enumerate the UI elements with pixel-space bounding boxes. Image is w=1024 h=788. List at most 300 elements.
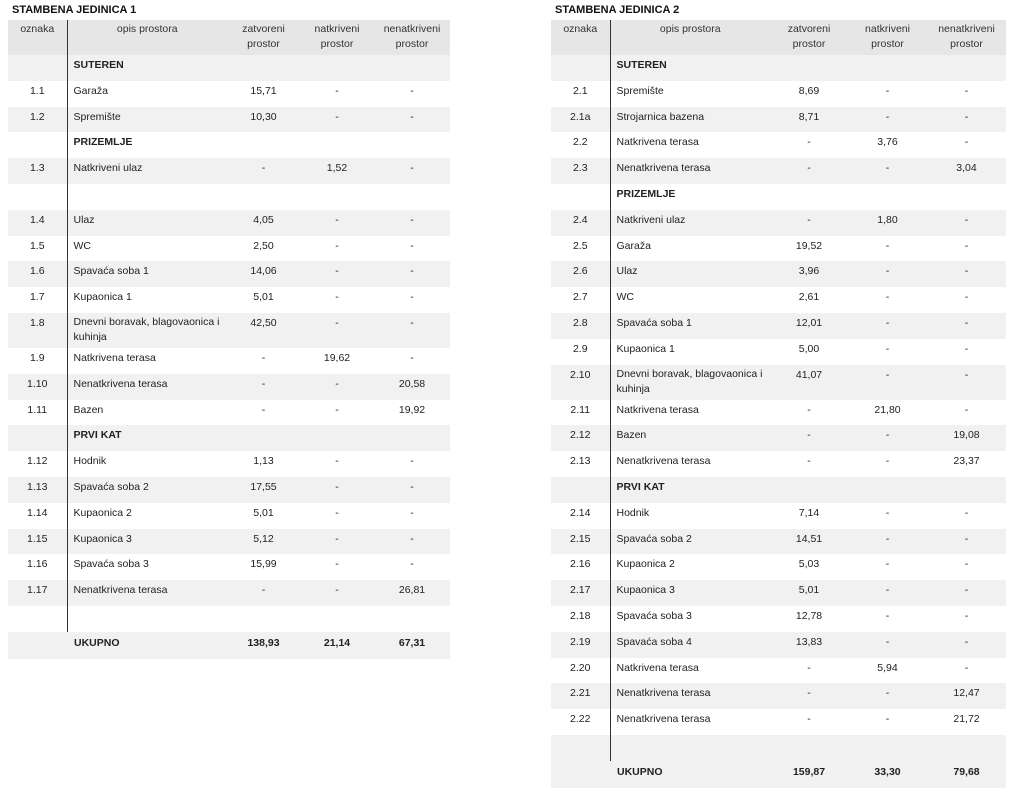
table-row <box>551 606 1006 632</box>
cell-opis: Natkrivena terasa <box>610 658 770 684</box>
cell-opis: Strojarnica bazena <box>610 107 770 133</box>
cell-zatvoreni <box>227 55 300 81</box>
table-row <box>8 210 450 236</box>
cell-oznaka: 2.1a <box>551 107 610 133</box>
cell-opis: Dnevni boravak, blagovaonica i kuhinja <box>67 313 227 348</box>
unit-1-header-row <box>8 20 450 55</box>
cell-oznaka: 2.16 <box>570 558 591 571</box>
table-row <box>551 503 1006 529</box>
cell-zatvoreni: - <box>770 210 848 236</box>
unit-2-title: STAMBENA JEDINICA 2 <box>555 4 680 16</box>
cell-nenatkriveni: 19,08 <box>927 425 1006 451</box>
cell-nenatkriveni: - <box>410 351 414 364</box>
cell-zatvoreni <box>227 425 300 451</box>
cell-opis: SUTEREN <box>610 55 770 81</box>
header-zatvoreni-label: zatvoreni prostor <box>787 23 831 50</box>
cell-zatvoreni: 2,61 <box>798 291 820 304</box>
table-row <box>8 158 450 184</box>
header-natkriveni-label: natkriveni prostor <box>314 23 360 50</box>
cell-opis: Spavaća soba 4 <box>610 632 770 658</box>
cell-natkriveni: - <box>335 239 339 252</box>
cell-natkriveni <box>848 184 927 210</box>
cell-natkriveni: - <box>335 506 339 519</box>
table-row <box>551 210 1006 236</box>
total-row <box>551 761 1006 788</box>
table-row <box>551 477 1006 503</box>
cell-oznaka: 2.19 <box>551 632 610 658</box>
table-row <box>551 451 1006 477</box>
cell-nenatkriveni: - <box>374 477 450 503</box>
cell-oznaka: 2.21 <box>551 683 610 709</box>
cell-natkriveni <box>300 606 374 632</box>
cell-nenatkriveni: - <box>410 291 414 304</box>
cell-oznaka: 1.17 <box>8 580 67 606</box>
header-natkriveni <box>300 20 374 55</box>
cell-opis: Nenatkrivena terasa <box>610 158 770 184</box>
total-zatvoreni: 138,93 <box>227 632 300 659</box>
cell-zatvoreni <box>770 184 848 210</box>
header-oznaka: oznaka <box>551 20 610 55</box>
cell-natkriveni <box>300 55 374 81</box>
cell-zatvoreni: 14,51 <box>770 529 848 555</box>
cell-nenatkriveni <box>374 132 450 158</box>
cell-nenatkriveni <box>927 477 1006 503</box>
cell-natkriveni: - <box>848 580 927 606</box>
unit-1-panel <box>8 0 450 659</box>
total-natkriveni: 21,14 <box>300 632 374 659</box>
cell-nenatkriveni <box>927 184 1006 210</box>
table-row <box>8 606 450 632</box>
cell-natkriveni: - <box>848 313 927 339</box>
cell-zatvoreni: - <box>227 580 300 606</box>
cell-opis: Spremište <box>67 107 227 133</box>
cell-natkriveni: 21,80 <box>874 403 901 416</box>
table-row <box>8 554 450 580</box>
cell-opis: Kupaonica 2 <box>67 503 227 529</box>
cell-nenatkriveni: - <box>410 239 414 252</box>
cell-oznaka: 2.17 <box>551 580 610 606</box>
cell-oznaka: 1.4 <box>8 210 67 236</box>
cell-zatvoreni: - <box>807 713 811 726</box>
unit-1-body <box>8 55 450 659</box>
cell-nenatkriveni: 19,92 <box>398 403 426 416</box>
cell-opis: Kupaonica 2 <box>610 554 770 580</box>
header-opis: opis prostora <box>610 20 770 55</box>
cell-opis: Spavaća soba 1 <box>67 261 227 287</box>
total-zatvoreni: 159,87 <box>770 761 848 788</box>
cell-opis: Spavaća soba 3 <box>67 554 227 580</box>
cell-opis: Kupaonica 1 <box>610 339 770 365</box>
table-row <box>551 683 1006 709</box>
cell-opis: Natkrivena terasa <box>610 400 770 426</box>
cell-oznaka: 2.1 <box>572 84 588 97</box>
cell-natkriveni: - <box>848 261 927 287</box>
cell-nenatkriveni: - <box>964 291 969 304</box>
cell-natkriveni: - <box>848 425 927 451</box>
table-row <box>551 158 1006 184</box>
cell-nenatkriveni: - <box>964 506 969 519</box>
cell-nenatkriveni: - <box>927 210 1006 236</box>
cell-natkriveni: - <box>335 455 339 468</box>
cell-opis: Kupaonica 3 <box>610 580 770 606</box>
cell-oznaka: 2.13 <box>570 455 591 468</box>
cell-natkriveni: - <box>335 403 339 416</box>
cell-natkriveni: - <box>300 261 374 287</box>
cell-opis <box>67 184 227 210</box>
cell-natkriveni: - <box>848 632 927 658</box>
table-row <box>551 236 1006 262</box>
cell-zatvoreni: 5,03 <box>798 558 820 571</box>
table-row <box>551 554 1006 580</box>
cell-zatvoreni: 15,99 <box>250 558 277 571</box>
cell-oznaka: 1.16 <box>27 558 48 571</box>
table-row <box>551 365 1006 400</box>
table-row <box>8 477 450 503</box>
unit-2-table <box>551 20 1006 788</box>
cell-nenatkriveni: - <box>964 661 969 674</box>
cell-oznaka: 2.20 <box>570 661 591 674</box>
cell-oznaka: 1.13 <box>8 477 67 503</box>
cell-oznaka <box>551 735 610 761</box>
table-row <box>8 81 450 107</box>
cell-natkriveni: - <box>300 374 374 400</box>
cell-oznaka: 2.10 <box>551 365 610 400</box>
cell-oznaka: 2.18 <box>570 609 591 622</box>
table-row <box>551 287 1006 313</box>
table-row <box>551 261 1006 287</box>
table-row <box>8 313 450 348</box>
cell-oznaka <box>8 606 67 632</box>
cell-nenatkriveni: - <box>964 403 969 416</box>
cell-nenatkriveni: - <box>964 558 969 571</box>
cell-oznaka: 1.8 <box>8 313 67 348</box>
table-row <box>551 55 1006 81</box>
total-row <box>8 632 450 659</box>
cell-natkriveni: - <box>885 239 890 252</box>
cell-zatvoreni: - <box>807 455 811 468</box>
cell-nenatkriveni <box>374 184 450 210</box>
header-nenatkriveni-label: nenatkriveni prostor <box>938 23 995 50</box>
cell-nenatkriveni: 20,58 <box>374 374 450 400</box>
cell-natkriveni: - <box>885 713 890 726</box>
table-row <box>8 374 450 400</box>
table-row <box>8 184 450 210</box>
cell-opis: SUTEREN <box>67 55 227 81</box>
cell-zatvoreni: 3,96 <box>770 261 848 287</box>
cell-zatvoreni: - <box>807 661 811 674</box>
cell-nenatkriveni: 26,81 <box>374 580 450 606</box>
cell-opis: Spremište <box>610 81 770 107</box>
cell-natkriveni: - <box>848 529 927 555</box>
cell-opis: Spavaća soba 1 <box>610 313 770 339</box>
cell-natkriveni: - <box>885 455 890 468</box>
cell-natkriveni: 1,52 <box>300 158 374 184</box>
table-row <box>551 313 1006 339</box>
cell-zatvoreni: - <box>807 136 811 149</box>
cell-nenatkriveni <box>374 606 450 632</box>
total-label: UKUPNO <box>67 632 227 659</box>
cell-opis: Natkrivena terasa <box>67 348 227 374</box>
cell-nenatkriveni: - <box>374 313 450 348</box>
cell-nenatkriveni <box>927 55 1006 81</box>
cell-opis: Nenatkrivena terasa <box>610 451 770 477</box>
cell-oznaka <box>8 184 67 210</box>
cell-zatvoreni: - <box>227 158 300 184</box>
cell-zatvoreni: - <box>770 683 848 709</box>
cell-natkriveni: - <box>885 342 890 355</box>
cell-nenatkriveni: - <box>927 632 1006 658</box>
cell-oznaka: 2.8 <box>551 313 610 339</box>
cell-nenatkriveni: 23,37 <box>953 455 980 468</box>
cell-opis: Hodnik <box>610 503 770 529</box>
cell-oznaka: 2.11 <box>570 403 591 416</box>
cell-natkriveni <box>848 477 927 503</box>
table-row <box>551 425 1006 451</box>
cell-zatvoreni: - <box>807 403 811 416</box>
table-row <box>551 81 1006 107</box>
cell-opis: Garaža <box>67 81 227 107</box>
table-row <box>8 261 450 287</box>
cell-oznaka: 1.14 <box>27 506 48 519</box>
cell-opis: Kupaonica 3 <box>67 529 227 555</box>
cell-oznaka: 1.1 <box>29 84 45 97</box>
cell-nenatkriveni: - <box>374 210 450 236</box>
total-oznaka <box>8 632 67 659</box>
cell-nenatkriveni: - <box>964 342 969 355</box>
cell-oznaka: 1.11 <box>27 403 48 416</box>
cell-nenatkriveni: - <box>374 261 450 287</box>
cell-natkriveni: - <box>885 84 890 97</box>
header-natkriveni <box>848 20 927 55</box>
cell-nenatkriveni: - <box>927 107 1006 133</box>
cell-zatvoreni: 1,13 <box>253 455 274 468</box>
table-row <box>551 529 1006 555</box>
cell-zatvoreni: 5,01 <box>770 580 848 606</box>
cell-natkriveni: 1,80 <box>848 210 927 236</box>
cell-zatvoreni <box>227 606 300 632</box>
cell-oznaka: 1.12 <box>27 455 48 468</box>
cell-zatvoreni: 8,71 <box>770 107 848 133</box>
cell-nenatkriveni: - <box>964 136 969 149</box>
cell-zatvoreni <box>227 184 300 210</box>
table-row <box>551 658 1006 684</box>
cell-oznaka: 2.3 <box>551 158 610 184</box>
cell-opis: Natkriveni ulaz <box>67 158 227 184</box>
cell-zatvoreni: 8,69 <box>798 84 820 97</box>
cell-zatvoreni: 5,01 <box>253 291 274 304</box>
table-row <box>8 580 450 606</box>
table-row <box>8 529 450 555</box>
cell-opis: Hodnik <box>67 451 227 477</box>
cell-opis: Nenatkrivena terasa <box>610 709 770 735</box>
total-natkriveni: 33,30 <box>848 761 927 788</box>
cell-oznaka: 2.9 <box>572 342 588 355</box>
cell-opis: Bazen <box>67 400 227 426</box>
cell-opis: Spavaća soba 3 <box>610 606 770 632</box>
cell-nenatkriveni: - <box>374 107 450 133</box>
table-row <box>8 107 450 133</box>
cell-oznaka: 1.3 <box>8 158 67 184</box>
cell-natkriveni: - <box>300 580 374 606</box>
cell-zatvoreni <box>770 55 848 81</box>
cell-nenatkriveni: - <box>410 506 414 519</box>
cell-zatvoreni <box>770 477 848 503</box>
cell-nenatkriveni: - <box>927 365 1006 400</box>
cell-zatvoreni: 5,01 <box>253 506 274 519</box>
cell-oznaka: 2.4 <box>551 210 610 236</box>
cell-opis: Dnevni boravak, blagovaonica i kuhinja <box>610 365 770 400</box>
cell-oznaka: 2.12 <box>551 425 610 451</box>
cell-nenatkriveni <box>927 735 1006 761</box>
cell-natkriveni: - <box>848 365 927 400</box>
cell-zatvoreni: 4,05 <box>227 210 300 236</box>
cell-zatvoreni: 10,30 <box>227 107 300 133</box>
cell-oznaka <box>8 132 67 158</box>
cell-opis: WC <box>610 287 770 313</box>
total-oznaka <box>551 761 610 788</box>
cell-opis: WC <box>67 236 227 262</box>
cell-nenatkriveni <box>374 425 450 451</box>
cell-oznaka: 2.14 <box>570 506 591 519</box>
header-nenatkriveni-label: nenatkriveni prostor <box>383 23 441 50</box>
cell-zatvoreni: 14,06 <box>227 261 300 287</box>
cell-opis: Bazen <box>610 425 770 451</box>
cell-natkriveni <box>300 425 374 451</box>
cell-opis: Natkriveni ulaz <box>610 210 770 236</box>
unit-1-table <box>8 20 450 659</box>
cell-opis: PRIZEMLJE <box>67 132 227 158</box>
cell-oznaka: 2.5 <box>572 239 588 252</box>
cell-zatvoreni: 7,14 <box>798 506 820 519</box>
cell-opis: Ulaz <box>67 210 227 236</box>
cell-nenatkriveni: - <box>964 239 969 252</box>
cell-zatvoreni: 41,07 <box>770 365 848 400</box>
cell-oznaka: 1.15 <box>8 529 67 555</box>
cell-zatvoreni: - <box>227 374 300 400</box>
table-row <box>551 107 1006 133</box>
cell-natkriveni: - <box>300 313 374 348</box>
header-zatvoreni <box>227 20 300 55</box>
cell-natkriveni <box>300 184 374 210</box>
cell-oznaka: 1.10 <box>8 374 67 400</box>
cell-nenatkriveni: - <box>927 529 1006 555</box>
header-nenatkriveni <box>927 20 1006 55</box>
cell-oznaka: 2.7 <box>572 291 588 304</box>
table-row <box>8 132 450 158</box>
table-row <box>8 287 450 313</box>
cell-oznaka: 2.6 <box>551 261 610 287</box>
table-row <box>551 580 1006 606</box>
table-row <box>8 348 450 374</box>
cell-oznaka: 1.6 <box>8 261 67 287</box>
cell-opis: Natkrivena terasa <box>610 132 770 158</box>
header-zatvoreni <box>770 20 848 55</box>
cell-oznaka: 2.15 <box>551 529 610 555</box>
cell-natkriveni: - <box>848 107 927 133</box>
cell-nenatkriveni: - <box>964 609 969 622</box>
cell-zatvoreni: 15,71 <box>250 84 277 97</box>
cell-natkriveni: - <box>885 506 890 519</box>
cell-opis: Garaža <box>610 236 770 262</box>
cell-zatvoreni: - <box>261 403 266 416</box>
cell-oznaka: 2.22 <box>570 713 591 726</box>
cell-zatvoreni: - <box>261 351 266 364</box>
cell-opis: Spavaća soba 2 <box>610 529 770 555</box>
cell-nenatkriveni: - <box>927 580 1006 606</box>
cell-natkriveni: - <box>335 84 339 97</box>
cell-zatvoreni: 17,55 <box>227 477 300 503</box>
cell-oznaka: 1.5 <box>29 239 45 252</box>
table-row <box>551 735 1006 761</box>
cell-oznaka <box>551 55 610 81</box>
table-row <box>551 400 1006 426</box>
cell-natkriveni: - <box>335 291 339 304</box>
cell-nenatkriveni: - <box>410 558 414 571</box>
header-nenatkriveni <box>374 20 450 55</box>
cell-opis: Nenatkrivena terasa <box>67 374 227 400</box>
cell-zatvoreni: 12,78 <box>795 609 823 622</box>
cell-natkriveni: - <box>300 529 374 555</box>
cell-natkriveni: - <box>335 558 339 571</box>
unit-2-body <box>551 55 1006 788</box>
cell-nenatkriveni: 21,72 <box>953 713 980 726</box>
cell-nenatkriveni: - <box>927 261 1006 287</box>
cell-oznaka: 1.9 <box>29 351 45 364</box>
header-natkriveni-label: natkriveni prostor <box>865 23 910 50</box>
cell-nenatkriveni: - <box>374 158 450 184</box>
cell-zatvoreni: 42,50 <box>227 313 300 348</box>
cell-nenatkriveni: - <box>927 313 1006 339</box>
unit-2-header-row <box>551 20 1006 55</box>
header-oznaka: oznaka <box>8 20 67 55</box>
table-row <box>551 132 1006 158</box>
cell-natkriveni <box>848 735 927 761</box>
cell-zatvoreni: 5,12 <box>227 529 300 555</box>
cell-natkriveni: 3,76 <box>877 136 898 149</box>
cell-opis: Kupaonica 1 <box>67 287 227 313</box>
cell-oznaka <box>8 425 67 451</box>
table-row <box>8 400 450 426</box>
cell-oznaka <box>551 477 610 503</box>
cell-nenatkriveni: - <box>410 84 414 97</box>
cell-nenatkriveni: 12,47 <box>927 683 1006 709</box>
cell-zatvoreni <box>227 132 300 158</box>
total-nenatkriveni: 79,68 <box>927 761 1006 788</box>
cell-opis: Ulaz <box>610 261 770 287</box>
cell-natkriveni: - <box>885 609 890 622</box>
cell-natkriveni: - <box>848 158 927 184</box>
table-row <box>8 503 450 529</box>
cell-oznaka: 1.7 <box>29 291 45 304</box>
cell-zatvoreni: 2,50 <box>253 239 274 252</box>
cell-natkriveni: - <box>300 107 374 133</box>
table-row <box>8 451 450 477</box>
cell-opis: Nenatkrivena terasa <box>610 683 770 709</box>
cell-nenatkriveni: 3,04 <box>927 158 1006 184</box>
cell-zatvoreni: 12,01 <box>770 313 848 339</box>
cell-opis: Nenatkrivena terasa <box>67 580 227 606</box>
cell-natkriveni: 19,62 <box>323 351 351 364</box>
cell-zatvoreni: 13,83 <box>770 632 848 658</box>
header-opis: opis prostora <box>67 20 227 55</box>
cell-natkriveni: - <box>885 558 890 571</box>
table-row <box>8 236 450 262</box>
cell-zatvoreni: 19,52 <box>795 239 823 252</box>
table-row <box>551 709 1006 735</box>
cell-opis: PRVI KAT <box>610 477 770 503</box>
cell-oznaka: 1.2 <box>8 107 67 133</box>
cell-zatvoreni <box>770 735 848 761</box>
